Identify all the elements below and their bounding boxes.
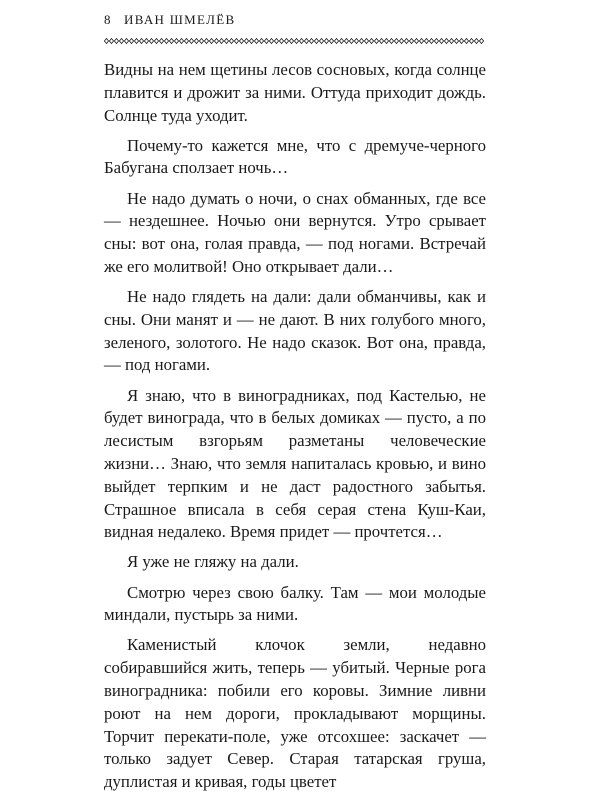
paragraph: Я уже не гляжу на дали. [127,552,299,572]
paragraph: Я знаю, что в виноградниках, под Кастелью, не будет винограда, что в белых домиках — пусто, а по лесистым взгорьям разметаны человеческие жизни… Знаю, что земля напиталась кровью, и вино выйдет терпким и не даст радостного забытья. Страшное вписала в себя серая стена Куш-Каи, видная недалеко. Время придет — прочтется… [104,385,486,542]
paragraph: Не надо думать о ночи, о снах обманных, где все — нездешнее. Ночью они вернутся. Утро срывает сны: вот она, голая правда, — под ногами. Встречай же его молитвой! Оно открывает дали… [104,188,486,276]
author-name: ИВАН ШМЕЛЁВ [124,12,236,27]
paragraph: Почему-то кажется мне, что с дремуче-черного Бабугана сползает ночь… [104,135,486,178]
running-head [104,12,484,32]
page-number: 8 [104,12,112,27]
body-text [104,59,486,801]
paragraph: Каменистый клочок земли, недавно собиравшийся жить, теперь — убитый. Черные рога виноградника: побили его коровы. Зимние ливни роют на нем дороги, прокладывают морщины. Торчит перекати-поле, уже отсохшее: заскачет — только задует Север. Старая татарская груша, дуплистая и кривая, годы цветет [104,635,486,792]
ornamental-rule [104,38,484,44]
paragraph: Не надо глядеть на дали: дали обманчивы, как и сны. Они манят и — не дают. В них голубого много, зеленого, золотого. Не надо сказок. Вот она, правда, — под ногами. [104,287,486,375]
paragraph: Смотрю через свою балку. Там — мои молодые миндали, пустырь за ними. [104,582,486,625]
paragraph: Видны на нем щетины лесов сосновых, когда солнце плавится и дрожит за ними. Оттуда приходит дождь. Солнце туда уходит. [104,60,486,125]
